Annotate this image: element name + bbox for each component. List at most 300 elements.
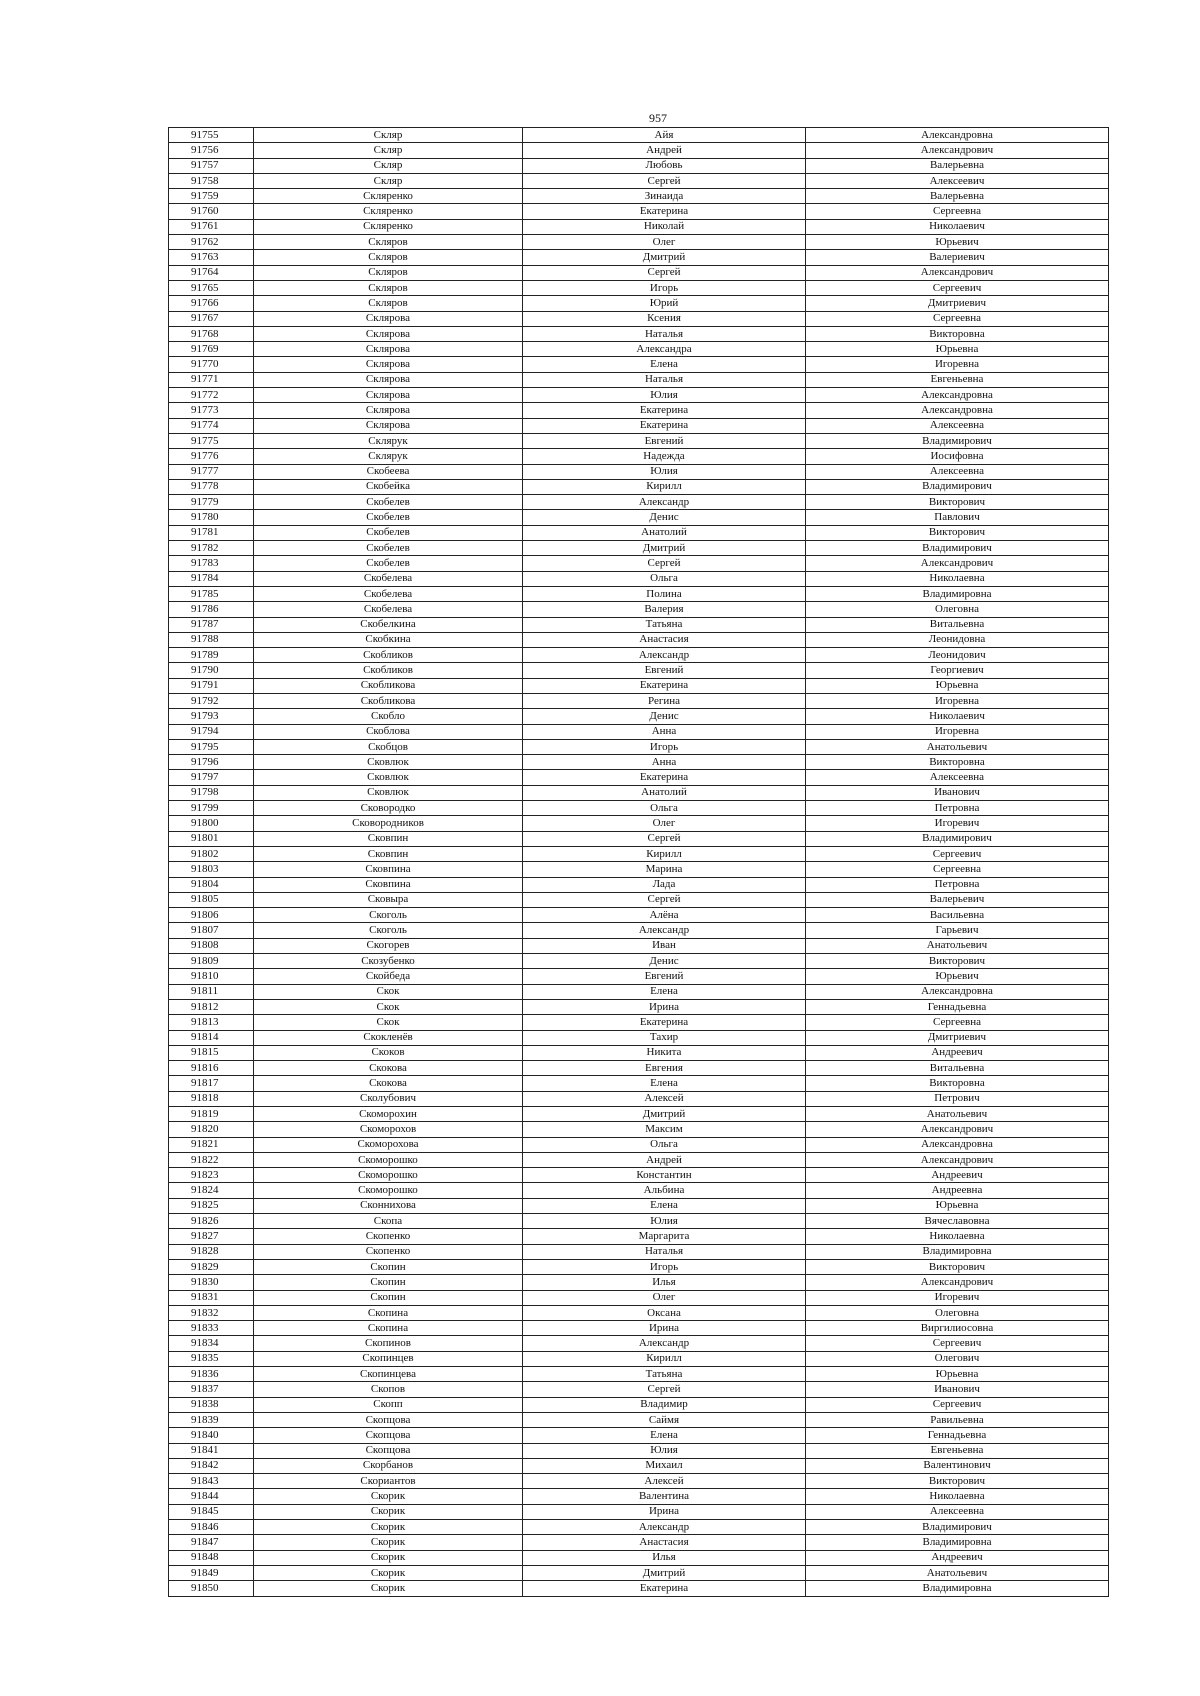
surname-cell: Скоморошко [254, 1152, 523, 1167]
first-name-cell: Ирина [523, 1321, 806, 1336]
record-number-cell: 91812 [169, 999, 254, 1014]
surname-cell: Скляр [254, 173, 523, 188]
record-number-cell: 91757 [169, 158, 254, 173]
table-row [169, 342, 1109, 357]
patronymic-cell: Иосифовна [806, 449, 1109, 464]
table-row [169, 525, 1109, 540]
patronymic-cell: Юрьевна [806, 342, 1109, 357]
record-number-cell: 91820 [169, 1122, 254, 1137]
record-number-cell: 91797 [169, 770, 254, 785]
surname-cell: Скок [254, 984, 523, 999]
record-number-cell: 91816 [169, 1061, 254, 1076]
patronymic-cell: Валерьевна [806, 158, 1109, 173]
table-row [169, 1428, 1109, 1443]
table-row [169, 999, 1109, 1014]
table-row [169, 1367, 1109, 1382]
first-name-cell: Евгения [523, 1061, 806, 1076]
record-number-cell: 91761 [169, 219, 254, 234]
surname-cell: Скопин [254, 1275, 523, 1290]
surname-cell: Сковородко [254, 801, 523, 816]
table-row [169, 571, 1109, 586]
first-name-cell: Зинаида [523, 189, 806, 204]
record-number-cell: 91777 [169, 464, 254, 479]
record-number-cell: 91840 [169, 1428, 254, 1443]
table-row [169, 296, 1109, 311]
record-number-cell: 91811 [169, 984, 254, 999]
patronymic-cell: Гарьевич [806, 923, 1109, 938]
first-name-cell: Любовь [523, 158, 806, 173]
first-name-cell: Максим [523, 1122, 806, 1137]
record-number-cell: 91762 [169, 235, 254, 250]
record-number-cell: 91795 [169, 739, 254, 754]
first-name-cell: Валерия [523, 602, 806, 617]
first-name-cell: Алёна [523, 908, 806, 923]
first-name-cell: Олег [523, 1290, 806, 1305]
patronymic-cell: Юрьевич [806, 969, 1109, 984]
surname-cell: Скориантов [254, 1474, 523, 1489]
surname-cell: Скляренко [254, 189, 523, 204]
surname-cell: Скобелев [254, 525, 523, 540]
table-row [169, 357, 1109, 372]
table-row [169, 663, 1109, 678]
record-number-cell: 91781 [169, 525, 254, 540]
surname-cell: Скопцова [254, 1428, 523, 1443]
patronymic-cell: Николаевич [806, 709, 1109, 724]
patronymic-cell: Дмитриевич [806, 296, 1109, 311]
first-name-cell: Екатерина [523, 418, 806, 433]
table-row [169, 311, 1109, 326]
table-row [169, 1382, 1109, 1397]
surname-cell: Скопинцева [254, 1367, 523, 1382]
patronymic-cell: Геннадьевна [806, 1428, 1109, 1443]
patronymic-cell: Александровна [806, 403, 1109, 418]
first-name-cell: Владимир [523, 1397, 806, 1412]
first-name-cell: Сергей [523, 1382, 806, 1397]
surname-cell: Скорик [254, 1581, 523, 1596]
patronymic-cell: Леонидович [806, 648, 1109, 663]
patronymic-cell: Юрьевна [806, 1367, 1109, 1382]
record-number-cell: 91818 [169, 1091, 254, 1106]
patronymic-cell: Игоревна [806, 693, 1109, 708]
patronymic-cell: Викторович [806, 954, 1109, 969]
table-row [169, 1198, 1109, 1213]
surname-cell: Скоморохов [254, 1122, 523, 1137]
record-number-cell: 91814 [169, 1030, 254, 1045]
table-row [169, 1015, 1109, 1030]
record-number-cell: 91782 [169, 541, 254, 556]
table-row [169, 602, 1109, 617]
table-row [169, 495, 1109, 510]
first-name-cell: Михаил [523, 1458, 806, 1473]
record-number-cell: 91766 [169, 296, 254, 311]
patronymic-cell: Александрович [806, 143, 1109, 158]
patronymic-cell: Олегович [806, 1351, 1109, 1366]
surname-cell: Скорик [254, 1489, 523, 1504]
patronymic-cell: Валериевич [806, 250, 1109, 265]
surname-cell: Скоголь [254, 923, 523, 938]
table-row [169, 1290, 1109, 1305]
table-row [169, 1474, 1109, 1489]
table-row [169, 785, 1109, 800]
surname-cell: Склярова [254, 342, 523, 357]
first-name-cell: Евгений [523, 663, 806, 678]
surname-cell: Скобкина [254, 632, 523, 647]
table-row [169, 1443, 1109, 1458]
first-name-cell: Ксения [523, 311, 806, 326]
patronymic-cell: Андреевич [806, 1168, 1109, 1183]
record-number-cell: 91790 [169, 663, 254, 678]
record-number-cell: 91776 [169, 449, 254, 464]
patronymic-cell: Владимирович [806, 479, 1109, 494]
surname-cell: Скоморошко [254, 1183, 523, 1198]
patronymic-cell: Игоревич [806, 1290, 1109, 1305]
record-number-cell: 91765 [169, 280, 254, 295]
surname-cell: Скопенко [254, 1244, 523, 1259]
table-row [169, 908, 1109, 923]
record-number-cell: 91826 [169, 1214, 254, 1229]
table-row [169, 648, 1109, 663]
first-name-cell: Елена [523, 1198, 806, 1213]
record-number-cell: 91815 [169, 1045, 254, 1060]
patronymic-cell: Евгеньевна [806, 1443, 1109, 1458]
table-row [169, 1122, 1109, 1137]
first-name-cell: Денис [523, 954, 806, 969]
surname-cell: Скорик [254, 1565, 523, 1580]
record-number-cell: 91849 [169, 1565, 254, 1580]
table-row [169, 831, 1109, 846]
patronymic-cell: Алексеевна [806, 418, 1109, 433]
patronymic-cell: Игоревна [806, 357, 1109, 372]
table-row [169, 418, 1109, 433]
table-row [169, 1458, 1109, 1473]
table-row [169, 1336, 1109, 1351]
surname-cell: Скозубенко [254, 954, 523, 969]
first-name-cell: Александр [523, 1520, 806, 1535]
patronymic-cell: Сергеевич [806, 1397, 1109, 1412]
record-number-cell: 91837 [169, 1382, 254, 1397]
table-row [169, 464, 1109, 479]
first-name-cell: Сергей [523, 556, 806, 571]
table-row [169, 755, 1109, 770]
surname-cell: Скобейка [254, 479, 523, 494]
first-name-cell: Сергей [523, 892, 806, 907]
surname-cell: Склярова [254, 388, 523, 403]
patronymic-cell: Александровна [806, 388, 1109, 403]
patronymic-cell: Юрьевна [806, 1198, 1109, 1213]
table-row [169, 938, 1109, 953]
first-name-cell: Александр [523, 648, 806, 663]
surname-cell: Скок [254, 1015, 523, 1030]
record-number-cell: 91821 [169, 1137, 254, 1152]
surname-cell: Скок [254, 999, 523, 1014]
record-number-cell: 91825 [169, 1198, 254, 1213]
first-name-cell: Лада [523, 877, 806, 892]
surname-cell: Скоморохова [254, 1137, 523, 1152]
surname-cell: Скляренко [254, 219, 523, 234]
table-row [169, 1229, 1109, 1244]
patronymic-cell: Петровна [806, 801, 1109, 816]
record-number-cell: 91805 [169, 892, 254, 907]
surname-cell: Скопов [254, 1382, 523, 1397]
surname-cell: Скоков [254, 1045, 523, 1060]
surname-cell: Скопинцев [254, 1351, 523, 1366]
record-number-cell: 91819 [169, 1107, 254, 1122]
record-number-cell: 91822 [169, 1152, 254, 1167]
patronymic-cell: Дмитриевич [806, 1030, 1109, 1045]
first-name-cell: Евгений [523, 969, 806, 984]
record-number-cell: 91836 [169, 1367, 254, 1382]
table-row [169, 265, 1109, 280]
patronymic-cell: Евгеньевна [806, 372, 1109, 387]
record-number-cell: 91843 [169, 1474, 254, 1489]
surname-cell: Скойбеда [254, 969, 523, 984]
table-row [169, 739, 1109, 754]
first-name-cell: Анна [523, 724, 806, 739]
table-row [169, 128, 1109, 143]
surname-cell: Скопп [254, 1397, 523, 1412]
surname-cell: Скопцова [254, 1443, 523, 1458]
record-number-cell: 91842 [169, 1458, 254, 1473]
first-name-cell: Наталья [523, 326, 806, 341]
patronymic-cell: Алексеевич [806, 173, 1109, 188]
table-row [169, 158, 1109, 173]
first-name-cell: Валентина [523, 1489, 806, 1504]
surname-cell: Сковпина [254, 862, 523, 877]
table-row [169, 1244, 1109, 1259]
first-name-cell: Екатерина [523, 678, 806, 693]
patronymic-cell: Анатольевич [806, 1107, 1109, 1122]
surname-cell: Скляров [254, 235, 523, 250]
table-row [169, 1259, 1109, 1274]
table-row [169, 510, 1109, 525]
record-number-cell: 91779 [169, 495, 254, 510]
surname-cell: Скокленёв [254, 1030, 523, 1045]
patronymic-cell: Викторович [806, 525, 1109, 540]
patronymic-cell: Олеговна [806, 1305, 1109, 1320]
table-row [169, 678, 1109, 693]
record-number-cell: 91846 [169, 1520, 254, 1535]
surname-cell: Склярова [254, 418, 523, 433]
first-name-cell: Ирина [523, 999, 806, 1014]
register-table [168, 127, 1109, 1597]
surname-cell: Скоморохин [254, 1107, 523, 1122]
table-row [169, 1061, 1109, 1076]
surname-cell: Скляр [254, 128, 523, 143]
patronymic-cell: Сергеевна [806, 862, 1109, 877]
patronymic-cell: Анатольевич [806, 938, 1109, 953]
patronymic-cell: Леонидовна [806, 632, 1109, 647]
surname-cell: Скобло [254, 709, 523, 724]
table-row [169, 1565, 1109, 1580]
record-number-cell: 91789 [169, 648, 254, 663]
first-name-cell: Олег [523, 816, 806, 831]
surname-cell: Скопцова [254, 1412, 523, 1427]
table-row [169, 449, 1109, 464]
patronymic-cell: Иванович [806, 1382, 1109, 1397]
table-row [169, 1550, 1109, 1565]
table-row [169, 1030, 1109, 1045]
first-name-cell: Александр [523, 495, 806, 510]
first-name-cell: Наталья [523, 372, 806, 387]
first-name-cell: Ольга [523, 1137, 806, 1152]
patronymic-cell: Витальевна [806, 1061, 1109, 1076]
record-number-cell: 91809 [169, 954, 254, 969]
surname-cell: Скобликова [254, 693, 523, 708]
patronymic-cell: Александрович [806, 1122, 1109, 1137]
surname-cell: Склярук [254, 433, 523, 448]
patronymic-cell: Игоревич [806, 816, 1109, 831]
table-row [169, 1152, 1109, 1167]
surname-cell: Сковпин [254, 846, 523, 861]
record-number-cell: 91828 [169, 1244, 254, 1259]
first-name-cell: Татьяна [523, 617, 806, 632]
patronymic-cell: Владимирович [806, 541, 1109, 556]
table-row [169, 433, 1109, 448]
record-number-cell: 91804 [169, 877, 254, 892]
record-number-cell: 91769 [169, 342, 254, 357]
record-number-cell: 91833 [169, 1321, 254, 1336]
first-name-cell: Татьяна [523, 1367, 806, 1382]
patronymic-cell: Викторовна [806, 1076, 1109, 1091]
surname-cell: Скорик [254, 1520, 523, 1535]
patronymic-cell: Александровна [806, 128, 1109, 143]
surname-cell: Скорик [254, 1504, 523, 1519]
table-row [169, 1489, 1109, 1504]
surname-cell: Скобелкина [254, 617, 523, 632]
table-row [169, 892, 1109, 907]
surname-cell: Сковпин [254, 831, 523, 846]
surname-cell: Сковыра [254, 892, 523, 907]
patronymic-cell: Андреевна [806, 1183, 1109, 1198]
patronymic-cell: Равильевна [806, 1412, 1109, 1427]
record-number-cell: 91847 [169, 1535, 254, 1550]
table-row [169, 280, 1109, 295]
record-number-cell: 91813 [169, 1015, 254, 1030]
record-number-cell: 91844 [169, 1489, 254, 1504]
patronymic-cell: Сергеевна [806, 311, 1109, 326]
table-row [169, 219, 1109, 234]
patronymic-cell: Виргилиосовна [806, 1321, 1109, 1336]
first-name-cell: Дмитрий [523, 541, 806, 556]
first-name-cell: Николай [523, 219, 806, 234]
table-row [169, 173, 1109, 188]
first-name-cell: Анатолий [523, 785, 806, 800]
record-number-cell: 91834 [169, 1336, 254, 1351]
surname-cell: Скогорев [254, 938, 523, 953]
patronymic-cell: Павлович [806, 510, 1109, 525]
first-name-cell: Анастасия [523, 632, 806, 647]
patronymic-cell: Алексеевна [806, 770, 1109, 785]
record-number-cell: 91800 [169, 816, 254, 831]
record-number-cell: 91787 [169, 617, 254, 632]
surname-cell: Скобелев [254, 510, 523, 525]
surname-cell: Скобелев [254, 541, 523, 556]
first-name-cell: Игорь [523, 1259, 806, 1274]
first-name-cell: Игорь [523, 739, 806, 754]
record-number-cell: 91839 [169, 1412, 254, 1427]
record-number-cell: 91770 [169, 357, 254, 372]
patronymic-cell: Анатольевич [806, 1565, 1109, 1580]
record-number-cell: 91773 [169, 403, 254, 418]
record-number-cell: 91799 [169, 801, 254, 816]
record-number-cell: 91798 [169, 785, 254, 800]
table-row [169, 143, 1109, 158]
record-number-cell: 91827 [169, 1229, 254, 1244]
table-row [169, 556, 1109, 571]
surname-cell: Сковлюк [254, 755, 523, 770]
table-row [169, 1107, 1109, 1122]
record-number-cell: 91807 [169, 923, 254, 938]
surname-cell: Скопа [254, 1214, 523, 1229]
patronymic-cell: Юрьевна [806, 678, 1109, 693]
surname-cell: Скляр [254, 143, 523, 158]
first-name-cell: Анатолий [523, 525, 806, 540]
record-number-cell: 91772 [169, 388, 254, 403]
patronymic-cell: Владимирович [806, 433, 1109, 448]
record-number-cell: 91845 [169, 1504, 254, 1519]
table-row [169, 1168, 1109, 1183]
patronymic-cell: Александровна [806, 984, 1109, 999]
table-row [169, 862, 1109, 877]
surname-cell: Скоморошко [254, 1168, 523, 1183]
table-row [169, 816, 1109, 831]
patronymic-cell: Алексеевна [806, 1504, 1109, 1519]
patronymic-cell: Викторович [806, 1259, 1109, 1274]
patronymic-cell: Петрович [806, 1091, 1109, 1106]
table-row [169, 846, 1109, 861]
table-row [169, 801, 1109, 816]
table-row [169, 372, 1109, 387]
patronymic-cell: Вячеславовна [806, 1214, 1109, 1229]
patronymic-cell: Николаевич [806, 219, 1109, 234]
table-row [169, 1397, 1109, 1412]
table-row [169, 1351, 1109, 1366]
table-row [169, 1275, 1109, 1290]
record-number-cell: 91835 [169, 1351, 254, 1366]
table-row [169, 586, 1109, 601]
table-row [169, 1520, 1109, 1535]
table-row [169, 235, 1109, 250]
first-name-cell: Дмитрий [523, 1107, 806, 1122]
record-number-cell: 91768 [169, 326, 254, 341]
register-body [169, 128, 1109, 1597]
surname-cell: Скорик [254, 1550, 523, 1565]
table-row [169, 204, 1109, 219]
table-row [169, 1076, 1109, 1091]
patronymic-cell: Владимирович [806, 831, 1109, 846]
first-name-cell: Елена [523, 1076, 806, 1091]
table-row [169, 693, 1109, 708]
table-row [169, 189, 1109, 204]
first-name-cell: Наталья [523, 1244, 806, 1259]
record-number-cell: 91784 [169, 571, 254, 586]
surname-cell: Скобеева [254, 464, 523, 479]
record-number-cell: 91801 [169, 831, 254, 846]
patronymic-cell: Викторович [806, 495, 1109, 510]
patronymic-cell: Игоревна [806, 724, 1109, 739]
record-number-cell: 91823 [169, 1168, 254, 1183]
first-name-cell: Юлия [523, 1214, 806, 1229]
surname-cell: Скорик [254, 1535, 523, 1550]
record-number-cell: 91806 [169, 908, 254, 923]
table-row [169, 1045, 1109, 1060]
first-name-cell: Александр [523, 923, 806, 938]
patronymic-cell: Сергеевич [806, 1336, 1109, 1351]
record-number-cell: 91810 [169, 969, 254, 984]
patronymic-cell: Юрьевич [806, 235, 1109, 250]
record-number-cell: 91783 [169, 556, 254, 571]
surname-cell: Скокова [254, 1061, 523, 1076]
